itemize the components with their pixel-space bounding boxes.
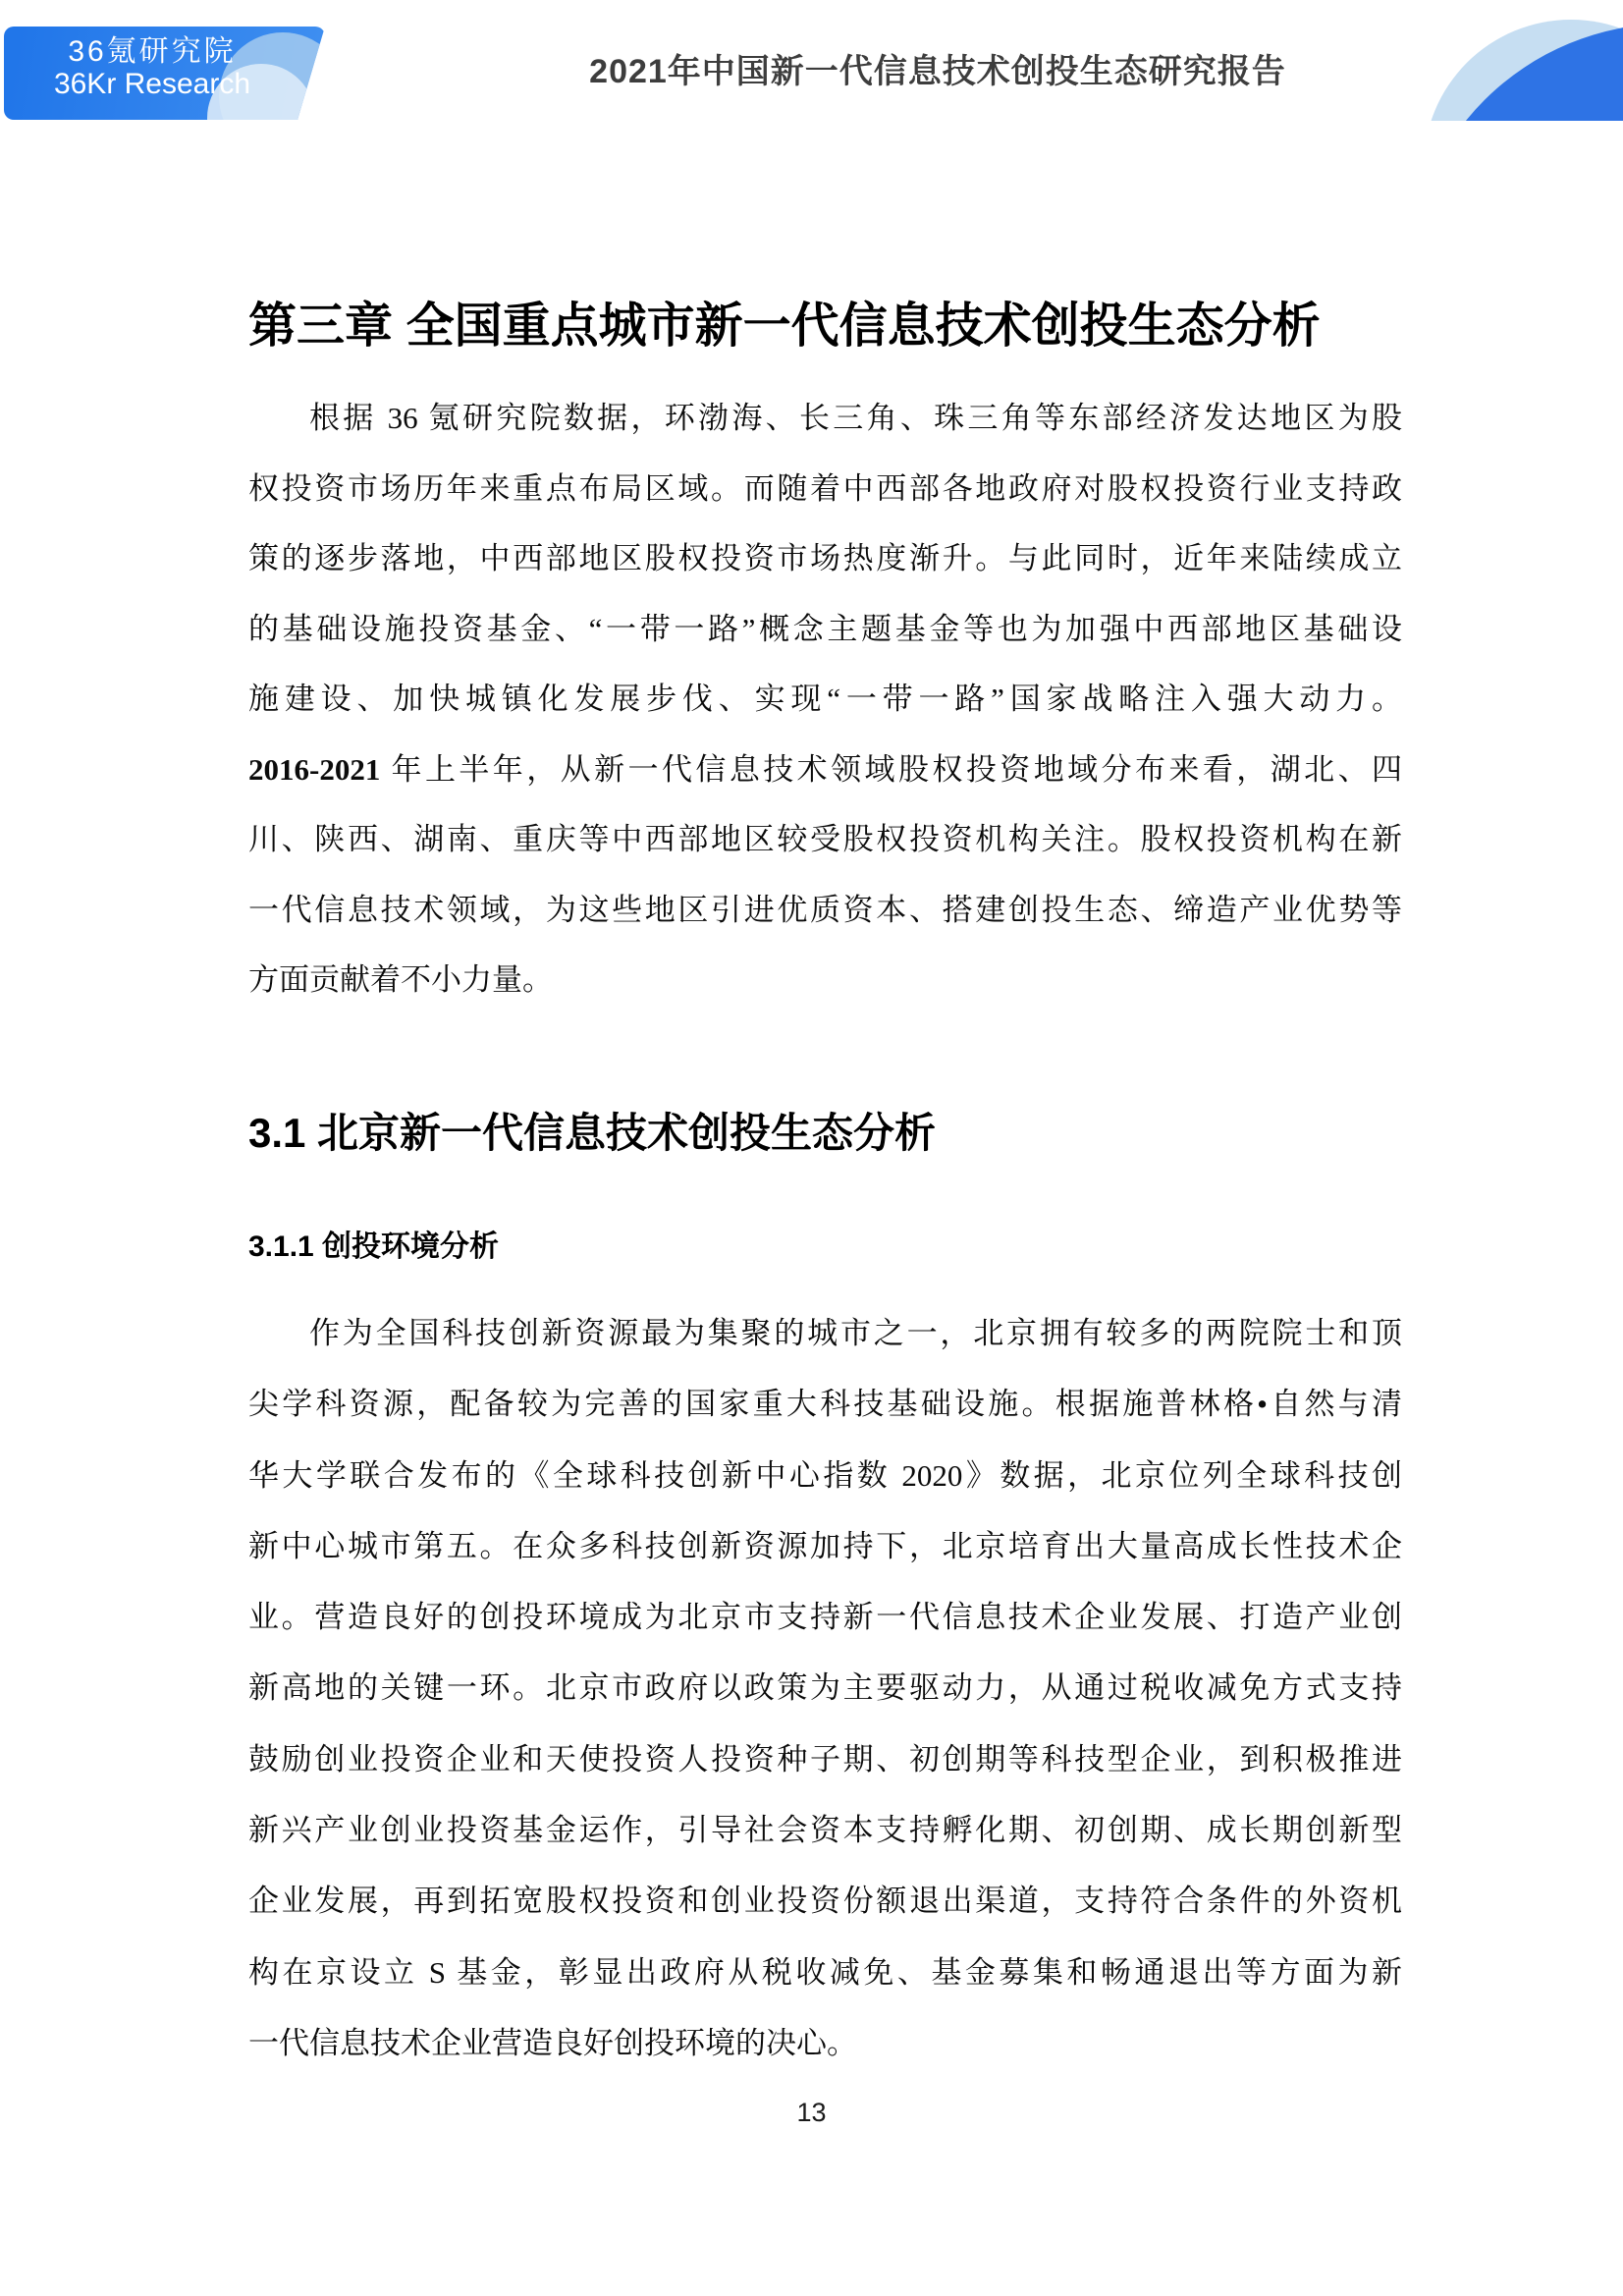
paragraph-2 [248, 1298, 1402, 2079]
paragraph-line: 新高地的关键一环。北京市政府以政策为主要驱动力，从通过税收减免方式支持 [248, 1670, 1402, 1706]
paragraph-line: 华大学联合发布的《全球科技创新中心指数 2020》数据，北京位列全球科技创 [248, 1457, 1402, 1493]
brand-name-cn: 36氪研究院 [68, 35, 237, 68]
page-header [0, 0, 1623, 121]
paragraph-line: 构在京设立 S 基金，彰显出政府从税收减免、基金募集和畅通退出等方面为新 [248, 1954, 1402, 1990]
paragraph-line: 尖学科资源，配备较为完善的国家重大科技基础设施。根据施普林格•自然与清 [248, 1387, 1402, 1422]
paragraph-line [248, 735, 1402, 805]
page-number: 13 [796, 2098, 827, 2127]
paragraph-line: 权投资市场历年来重点布局区域。而随着中西部各地政府对股权投资行业支持政 [248, 470, 1402, 506]
brand-logo [10, 35, 295, 100]
paragraph-line: 新兴产业创业投资基金运作，引导社会资本支持孵化期、初创期、成长期创新型 [248, 1813, 1402, 1848]
paragraph-line: 策的逐步落地，中西部地区股权投资市场热度渐升。与此同时，近年来陆续成立 [248, 541, 1402, 575]
paragraph-line: 方面贡献着不小力量。 [248, 962, 553, 997]
subsection-title: 3.1.1 创投环境分析 [248, 1230, 500, 1263]
paragraph-line: 根据 36 氪研究院数据，环渤海、长三角、珠三角等东部经济发达地区为股 [309, 401, 1402, 435]
paragraph-line: 鼓励创业投资企业和天使投资人投资种子期、初创期等科技型企业，到积极推进 [248, 1741, 1402, 1777]
bold-year-range: 2016-2021 [248, 751, 381, 787]
paragraph-line: 的基础设施投资基金、“一带一路”概念主题基金等也为加强中西部地区基础设 [248, 611, 1402, 646]
paragraph-line: 业。营造良好的创投环境成为北京市支持新一代信息技术企业发展、打造产业创 [248, 1600, 1402, 1635]
paragraph-line: 新中心城市第五。在众多科技创新资源加持下，北京培育出大量高成长性技术企 [248, 1528, 1402, 1563]
report-title: 2021年中国新一代信息技术创投生态研究报告 [589, 53, 1286, 90]
paragraph-line: 一代信息技术企业营造良好创投环境的决心。 [248, 2025, 857, 2060]
paragraph-line: 企业发展，再到拓宽股权投资和创业投资份额退出渠道，支持符合条件的外资机 [248, 1884, 1402, 1919]
paragraph-line-text: 年上半年，从新一代信息技术领域股权投资地域分布来看，湖北、四 [380, 751, 1402, 787]
paragraph-line: 川、陕西、湖南、重庆等中西部地区较受股权投资机构关注。股权投资机构在新 [248, 822, 1402, 856]
paragraph-1 [248, 383, 1402, 1015]
paragraph-line: 施建设、加快城镇化发展步伐、实现“一带一路”国家战略注入强大动力。 [248, 682, 1402, 716]
chapter-title: 第三章 全国重点城市新一代信息技术创投生态分析 [248, 299, 1321, 353]
paragraph-line: 作为全国科技创新资源最为集聚的城市之一，北京拥有较多的两院院士和顶 [309, 1316, 1402, 1350]
brand-name-en: 36Kr Research [53, 68, 251, 100]
paragraph-line: 一代信息技术领域，为这些地区引进优质资本、搭建创投生态、缔造产业优势等 [248, 892, 1402, 927]
section-title: 3.1 北京新一代信息技术创投生态分析 [248, 1109, 937, 1156]
